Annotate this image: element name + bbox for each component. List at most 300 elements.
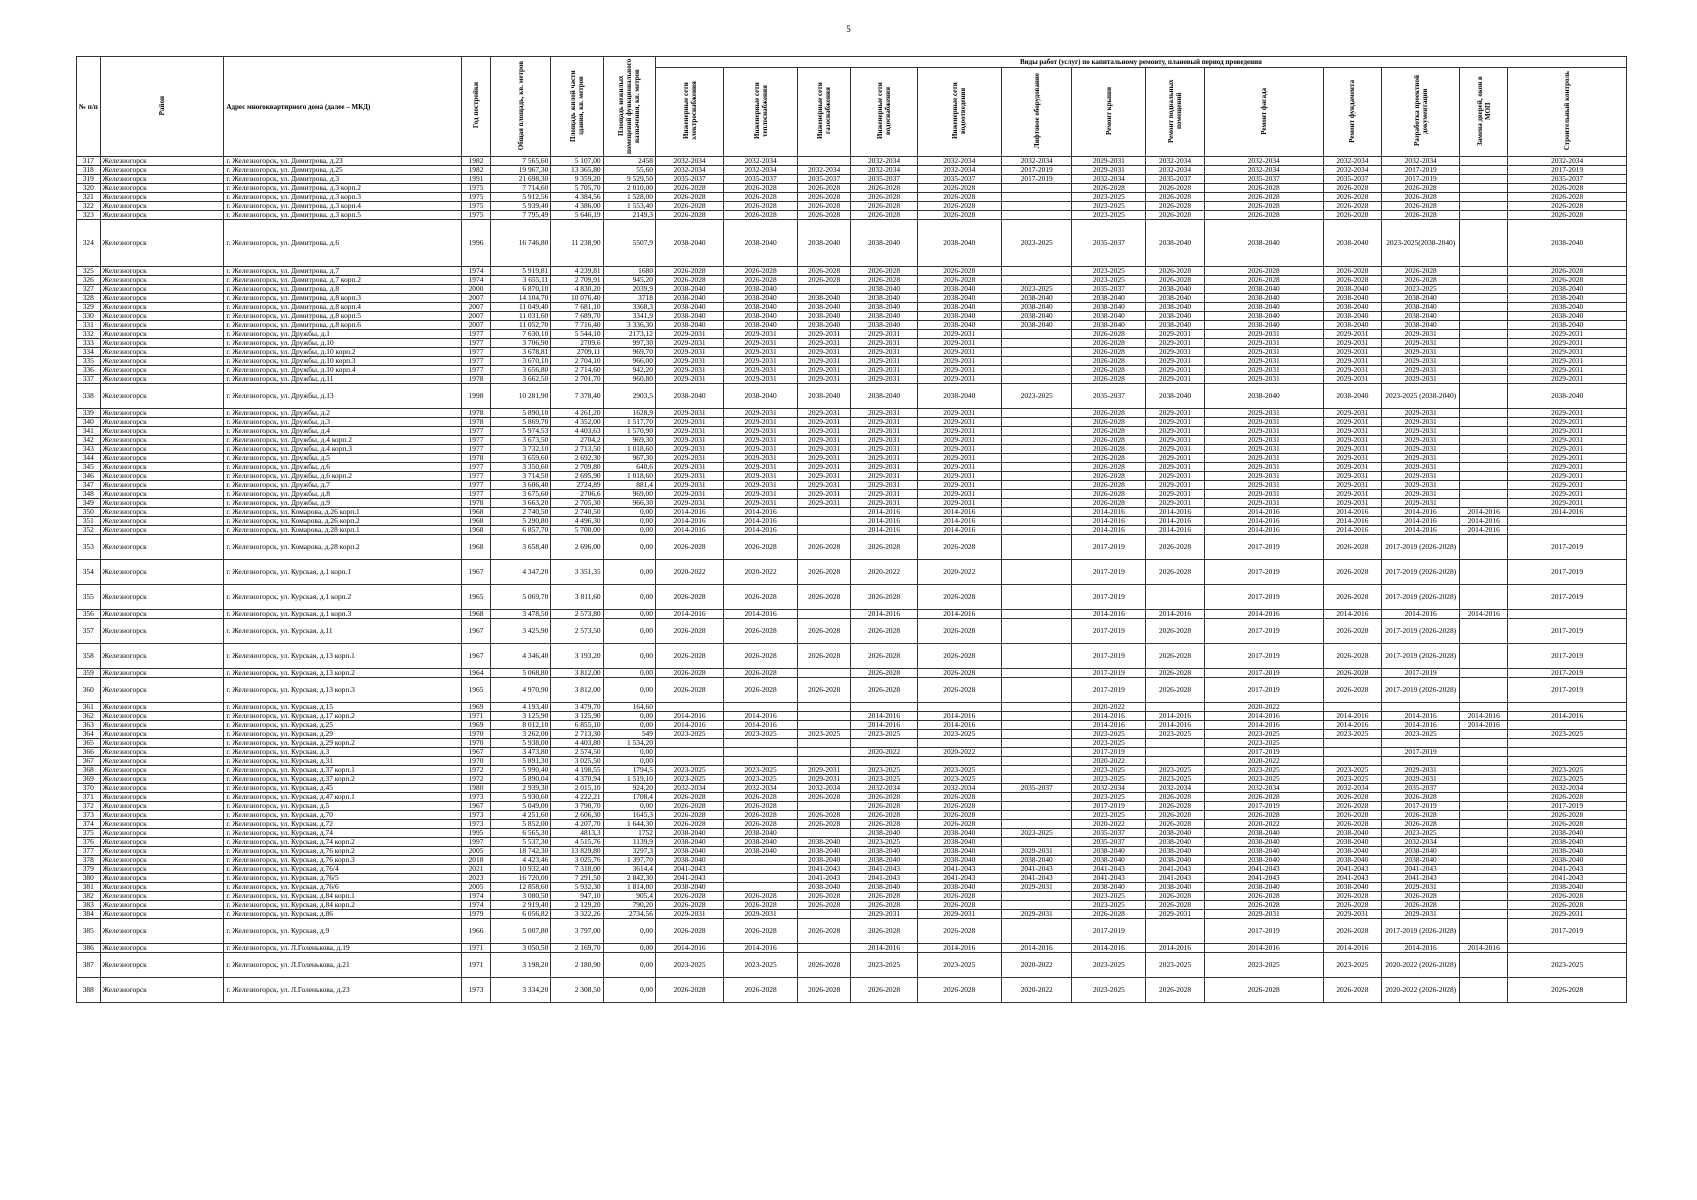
cell-doors-windows [1460,427,1508,436]
cell-living-area: 2 709,80 [551,463,603,472]
cell-roof: 2026-2028 [1072,427,1146,436]
cell-district: Железногорск [100,874,224,883]
cell-water: 2029-2031 [851,366,917,375]
cell-doors-windows [1460,499,1508,508]
cell-living-area: 2 709,91 [551,276,603,285]
cell-sewage: 2020-2022 [917,560,1001,585]
cell-electric: 2026-2028 [655,678,723,703]
cell-water [851,739,917,748]
cell-elevator [1001,721,1072,730]
cell-elevator [1001,526,1072,535]
cell-total-area: 7 714,60 [491,184,551,193]
cell-foundation: 2023-2025 [1323,766,1382,775]
cell-design-docs: 2029-2031 [1382,454,1460,463]
table-row [77,730,1627,739]
cell-elevator [1001,748,1072,757]
cell-gas: 2026-2028 [797,560,850,585]
cell-total-area: 2 939,30 [491,784,551,793]
cell-gas: 2029-2031 [797,357,850,366]
col-work-header: Инженерные сети водоснабжения [851,68,917,157]
cell-design-docs: 2014-2016 [1382,944,1460,953]
cell-year: 1975 [461,211,491,220]
cell-design-docs: 2029-2031 [1382,472,1460,481]
cell-basement: 2023-2025 [1146,953,1205,978]
cell-facade: 2017-2019 [1204,678,1323,703]
cell-foundation: 2026-2028 [1323,535,1382,560]
cell-total-area: 3 125,90 [491,712,551,721]
cell-nonliving-area: 2 010,00 [603,184,655,193]
cell-elevator [1001,517,1072,526]
cell-doors-windows [1460,220,1508,267]
cell-water: 2029-2031 [851,427,917,436]
cell-electric: 2038-2040 [655,883,723,892]
cell-year: 1995 [461,829,491,838]
cell-design-docs: 2029-2031 [1382,339,1460,348]
col-work-header: Ремонт крыши [1072,68,1146,157]
cell-nonliving-area: 1 397,70 [603,856,655,865]
cell-year: 1973 [461,793,491,802]
cell-address: г. Железногорск, ул. Димитрова, д.25 [224,166,461,175]
cell-roof: 2014-2016 [1072,517,1146,526]
cell-year: 1964 [461,669,491,678]
cell-district: Железногорск [100,838,224,847]
cell-foundation: 2041-2043 [1323,874,1382,883]
cell-design-docs: 2020-2022 (2026-2028) [1382,978,1460,1003]
cell-year: 1968 [461,508,491,517]
cell-num: 355 [77,585,101,610]
cell-address: г. Железногорск, ул. Комарова, д.26 корп.1 [224,508,461,517]
cell-year: 1977 [461,490,491,499]
cell-heating [724,748,798,757]
col-num-header: № п/п [77,57,101,157]
col-living-area-header: Площадь жилой части здания, кв. метров [551,57,603,157]
cell-year: 1973 [461,811,491,820]
cell-construction-control: 2038-2040 [1508,303,1627,312]
cell-district: Железногорск [100,944,224,953]
cell-water: 2029-2031 [851,409,917,418]
cell-total-area: 5 068,80 [491,669,551,678]
cell-water: 2014-2016 [851,944,917,953]
cell-elevator [1001,775,1072,784]
cell-nonliving-area: 3341,9 [603,312,655,321]
table-row [77,211,1627,220]
cell-sewage: 2029-2031 [917,910,1001,919]
cell-electric: 2023-2025 [655,766,723,775]
cell-elevator [1001,892,1072,901]
cell-heating: 2029-2031 [724,436,798,445]
cell-foundation [1323,703,1382,712]
cell-sewage: 2029-2031 [917,366,1001,375]
cell-elevator [1001,766,1072,775]
cell-water: 2029-2031 [851,418,917,427]
cell-basement: 2029-2031 [1146,910,1205,919]
cell-facade: 2038-2040 [1204,847,1323,856]
cell-nonliving-area: 0,00 [603,508,655,517]
cell-electric: 2029-2031 [655,409,723,418]
cell-basement: 2014-2016 [1146,712,1205,721]
cell-roof: 2023-2025 [1072,202,1146,211]
cell-design-docs: 2026-2028 [1382,820,1460,829]
cell-living-area: 2 573,50 [551,619,603,644]
cell-nonliving-area: 1708,4 [603,793,655,802]
cell-foundation: 2038-2040 [1323,220,1382,267]
cell-year: 1968 [461,610,491,619]
cell-electric: 2038-2040 [655,220,723,267]
cell-address: г. Железногорск, ул. Курская, д.3 [224,748,461,757]
cell-electric [655,757,723,766]
cell-basement: 2035-2037 [1146,175,1205,184]
cell-doors-windows [1460,202,1508,211]
cell-address: г. Железногорск, ул. Курская, д.76/4 [224,865,461,874]
cell-district: Железногорск [100,330,224,339]
cell-district: Железногорск [100,784,224,793]
cell-nonliving-area: 2734,56 [603,910,655,919]
cell-heating: 2038-2040 [724,294,798,303]
table-row [77,865,1627,874]
cell-design-docs: 2017-2019 (2026-2028) [1382,919,1460,944]
cell-num: 361 [77,703,101,712]
cell-living-area: 4 207,70 [551,820,603,829]
cell-water: 2029-2031 [851,445,917,454]
cell-heating: 2014-2016 [724,944,798,953]
cell-year: 1977 [461,481,491,490]
cell-sewage: 2026-2028 [917,585,1001,610]
cell-heating: 2038-2040 [724,321,798,330]
cell-roof: 2014-2016 [1072,610,1146,619]
cell-heating: 2014-2016 [724,508,798,517]
cell-foundation: 2029-2031 [1323,409,1382,418]
cell-heating: 2029-2031 [724,418,798,427]
cell-gas: 2029-2031 [797,330,850,339]
cell-doors-windows [1460,739,1508,748]
cell-total-area: 10 932,40 [491,865,551,874]
cell-address: г. Железногорск, ул. Л.Голенькова, д.23 [224,978,461,1003]
cell-address: г. Железногорск, ул. Курская, д.45 [224,784,461,793]
cell-sewage: 2026-2028 [917,919,1001,944]
cell-num: 321 [77,193,101,202]
cell-living-area: 6 855,10 [551,721,603,730]
cell-foundation: 2032-2034 [1323,784,1382,793]
cell-gas: 2026-2028 [797,202,850,211]
cell-roof: 2032-2034 [1072,175,1146,184]
cell-year: 1978 [461,499,491,508]
cell-nonliving-area: 640,6 [603,463,655,472]
cell-doors-windows [1460,184,1508,193]
cell-construction-control: 2026-2028 [1508,211,1627,220]
cell-water: 2026-2028 [851,193,917,202]
cell-roof: 2026-2028 [1072,436,1146,445]
cell-sewage: 2014-2016 [917,517,1001,526]
cell-heating: 2035-2037 [724,175,798,184]
cell-district: Железногорск [100,220,224,267]
cell-construction-control: 2038-2040 [1508,294,1627,303]
cell-water: 2026-2028 [851,901,917,910]
cell-nonliving-area: 1645,3 [603,811,655,820]
cell-construction-control: 2026-2028 [1508,901,1627,910]
cell-water: 2029-2031 [851,454,917,463]
cell-doors-windows [1460,874,1508,883]
cell-nonliving-area: 966,30 [603,499,655,508]
cell-facade: 2017-2019 [1204,535,1323,560]
cell-water: 2032-2034 [851,784,917,793]
cell-address: г. Железногорск, ул. Курская, д.74 корп.2 [224,838,461,847]
cell-district: Железногорск [100,508,224,517]
cell-gas: 2029-2031 [797,481,850,490]
cell-nonliving-area: 1 814,00 [603,883,655,892]
cell-design-docs: 2023-2025 [1382,285,1460,294]
cell-water: 2029-2031 [851,490,917,499]
cell-nonliving-area: 0,00 [603,953,655,978]
cell-district: Железногорск [100,472,224,481]
cell-basement: 2038-2040 [1146,220,1205,267]
cell-roof: 2038-2040 [1072,312,1146,321]
cell-num: 366 [77,748,101,757]
cell-foundation: 2038-2040 [1323,312,1382,321]
cell-num: 363 [77,721,101,730]
cell-district: Железногорск [100,910,224,919]
cell-district: Железногорск [100,526,224,535]
cell-basement: 2041-2043 [1146,874,1205,883]
cell-heating: 2026-2028 [724,193,798,202]
cell-electric: 2029-2031 [655,375,723,384]
cell-design-docs: 2038-2040 [1382,294,1460,303]
cell-basement: 2041-2043 [1146,865,1205,874]
cell-design-docs: 2029-2031 [1382,445,1460,454]
table-row [77,560,1627,585]
cell-foundation: 2029-2031 [1323,418,1382,427]
table-row [77,418,1627,427]
cell-living-area: 7 291,50 [551,874,603,883]
cell-foundation: 2029-2031 [1323,339,1382,348]
cell-gas [797,526,850,535]
cell-gas: 2038-2040 [797,321,850,330]
cell-num: 367 [77,757,101,766]
cell-elevator [1001,585,1072,610]
cell-facade: 2026-2028 [1204,811,1323,820]
cell-electric: 2026-2028 [655,619,723,644]
cell-district: Железногорск [100,892,224,901]
cell-year: 1977 [461,339,491,348]
cell-num: 379 [77,865,101,874]
cell-gas: 2029-2031 [797,348,850,357]
cell-district: Железногорск [100,766,224,775]
cell-total-area: 7 630,10 [491,330,551,339]
cell-gas: 2029-2031 [797,454,850,463]
cell-design-docs: 2029-2031 [1382,883,1460,892]
cell-construction-control: 2029-2031 [1508,499,1627,508]
cell-water: 2014-2016 [851,610,917,619]
cell-sewage: 2029-2031 [917,454,1001,463]
cell-doors-windows: 2014-2016 [1460,610,1508,619]
cell-design-docs: 2026-2028 [1382,793,1460,802]
cell-basement: 2026-2028 [1146,901,1205,910]
cell-roof: 2035-2037 [1072,285,1146,294]
cell-living-area: 4 239,81 [551,267,603,276]
cell-water: 2014-2016 [851,526,917,535]
cell-foundation: 2029-2031 [1323,436,1382,445]
cell-basement: 2029-2031 [1146,357,1205,366]
cell-construction-control: 2026-2028 [1508,276,1627,285]
cell-living-area: 2 692,30 [551,454,603,463]
cell-elevator: 2023-2025 [1001,285,1072,294]
cell-gas [797,669,850,678]
cell-facade: 2023-2025 [1204,775,1323,784]
cell-construction-control: 2029-2031 [1508,357,1627,366]
cell-sewage: 2041-2043 [917,865,1001,874]
cell-num: 348 [77,490,101,499]
cell-num: 385 [77,919,101,944]
cell-roof: 2017-2019 [1072,619,1146,644]
cell-electric: 2026-2028 [655,276,723,285]
cell-heating: 2038-2040 [724,829,798,838]
cell-basement: 2029-2031 [1146,418,1205,427]
cell-living-area: 947,10 [551,892,603,901]
cell-design-docs: 2029-2031 [1382,775,1460,784]
cell-gas [797,610,850,619]
cell-sewage: 2041-2043 [917,874,1001,883]
cell-gas: 2029-2031 [797,418,850,427]
cell-elevator: 2014-2016 [1001,944,1072,953]
cell-water: 2026-2028 [851,892,917,901]
col-work-header: Ремонт фасада [1204,68,1323,157]
cell-heating: 2032-2034 [724,157,798,166]
cell-sewage: 2038-2040 [917,220,1001,267]
cell-elevator [1001,445,1072,454]
cell-living-area: 4 515,76 [551,838,603,847]
cell-construction-control: 2026-2028 [1508,793,1627,802]
cell-living-area: 5 700,00 [551,526,603,535]
cell-doors-windows [1460,766,1508,775]
cell-elevator: 2041-2043 [1001,865,1072,874]
cell-electric: 2029-2031 [655,330,723,339]
cell-foundation: 2014-2016 [1323,944,1382,953]
cell-sewage: 2035-2037 [917,175,1001,184]
table-row [77,481,1627,490]
cell-basement [1146,585,1205,610]
cell-address: г. Железногорск, ул. Димитрова, д.8 корп.5 [224,312,461,321]
cell-water: 2038-2040 [851,856,917,865]
cell-foundation: 2038-2040 [1323,847,1382,856]
cell-total-area: 3 670,10 [491,357,551,366]
cell-sewage: 2029-2031 [917,330,1001,339]
cell-design-docs: 2026-2028 [1382,267,1460,276]
cell-year: 1977 [461,445,491,454]
cell-doors-windows [1460,357,1508,366]
cell-heating: 2014-2016 [724,610,798,619]
cell-nonliving-area: 2458 [603,157,655,166]
cell-heating [724,757,798,766]
cell-elevator: 2023-2025 [1001,220,1072,267]
cell-year: 1966 [461,919,491,944]
cell-facade: 2026-2028 [1204,892,1323,901]
cell-roof: 2026-2028 [1072,499,1146,508]
table-row [77,285,1627,294]
cell-sewage: 2014-2016 [917,721,1001,730]
cell-nonliving-area: 1 018,60 [603,445,655,454]
cell-foundation: 2038-2040 [1323,856,1382,865]
cell-design-docs: 2014-2016 [1382,712,1460,721]
cell-gas: 2026-2028 [797,892,850,901]
cell-total-area: 5 930,60 [491,793,551,802]
cell-facade: 2020-2022 [1204,820,1323,829]
cell-total-area: 2 919,40 [491,901,551,910]
cell-design-docs: 2014-2016 [1382,517,1460,526]
cell-water: 2014-2016 [851,712,917,721]
cell-roof: 2017-2019 [1072,560,1146,585]
cell-nonliving-area: 966,00 [603,357,655,366]
cell-district: Железногорск [100,454,224,463]
cell-total-area: 3 655,11 [491,276,551,285]
cell-electric: 2029-2031 [655,357,723,366]
cell-num: 369 [77,775,101,784]
table-row [77,166,1627,175]
cell-doors-windows [1460,953,1508,978]
cell-year: 1968 [461,535,491,560]
table-row [77,829,1627,838]
cell-year: 1978 [461,418,491,427]
table-row [77,775,1627,784]
cell-roof: 2023-2025 [1072,892,1146,901]
cell-elevator [1001,820,1072,829]
cell-roof: 2026-2028 [1072,357,1146,366]
cell-num: 324 [77,220,101,267]
cell-nonliving-area: 2149,3 [603,211,655,220]
cell-facade: 2026-2028 [1204,202,1323,211]
cell-water: 2026-2028 [851,585,917,610]
cell-living-area: 2 714,60 [551,366,603,375]
cell-construction-control: 2017-2019 [1508,560,1627,585]
cell-sewage: 2014-2016 [917,508,1001,517]
cell-doors-windows [1460,285,1508,294]
cell-total-area: 6 565,30 [491,829,551,838]
cell-facade: 2029-2031 [1204,499,1323,508]
cell-design-docs: 2017-2019 [1382,166,1460,175]
cell-roof: 2017-2019 [1072,644,1146,669]
cell-year: 1971 [461,712,491,721]
cell-nonliving-area: 0,00 [603,619,655,644]
cell-gas: 2041-2043 [797,865,850,874]
cell-elevator: 2032-2034 [1001,157,1072,166]
cell-sewage: 2014-2016 [917,712,1001,721]
cell-construction-control: 2038-2040 [1508,856,1627,865]
cell-heating: 2026-2028 [724,793,798,802]
cell-district: Железногорск [100,166,224,175]
cell-year: 2007 [461,294,491,303]
cell-roof: 2020-2022 [1072,757,1146,766]
cell-sewage: 2026-2028 [917,202,1001,211]
cell-gas: 2026-2028 [797,919,850,944]
cell-address: г. Железногорск, ул. Курская, д.72 [224,820,461,829]
cell-gas: 2026-2028 [797,184,850,193]
cell-roof: 2017-2019 [1072,802,1146,811]
cell-electric: 2032-2034 [655,784,723,793]
cell-heating [724,703,798,712]
cell-roof: 2020-2022 [1072,703,1146,712]
cell-year: 1977 [461,348,491,357]
cell-address: г. Железногорск, ул. Димитрова, д.8 корп.3 [224,294,461,303]
cell-gas: 2029-2031 [797,472,850,481]
cell-year: 1967 [461,560,491,585]
cell-address: г. Железногорск, ул. Комарова, д.28 корп.1 [224,526,461,535]
cell-year: 1977 [461,436,491,445]
table-row [77,953,1627,978]
cell-gas [797,703,850,712]
cell-doors-windows [1460,757,1508,766]
table-row [77,384,1627,409]
cell-sewage: 2026-2028 [917,644,1001,669]
cell-facade: 2029-2031 [1204,910,1323,919]
cell-doors-windows [1460,919,1508,944]
